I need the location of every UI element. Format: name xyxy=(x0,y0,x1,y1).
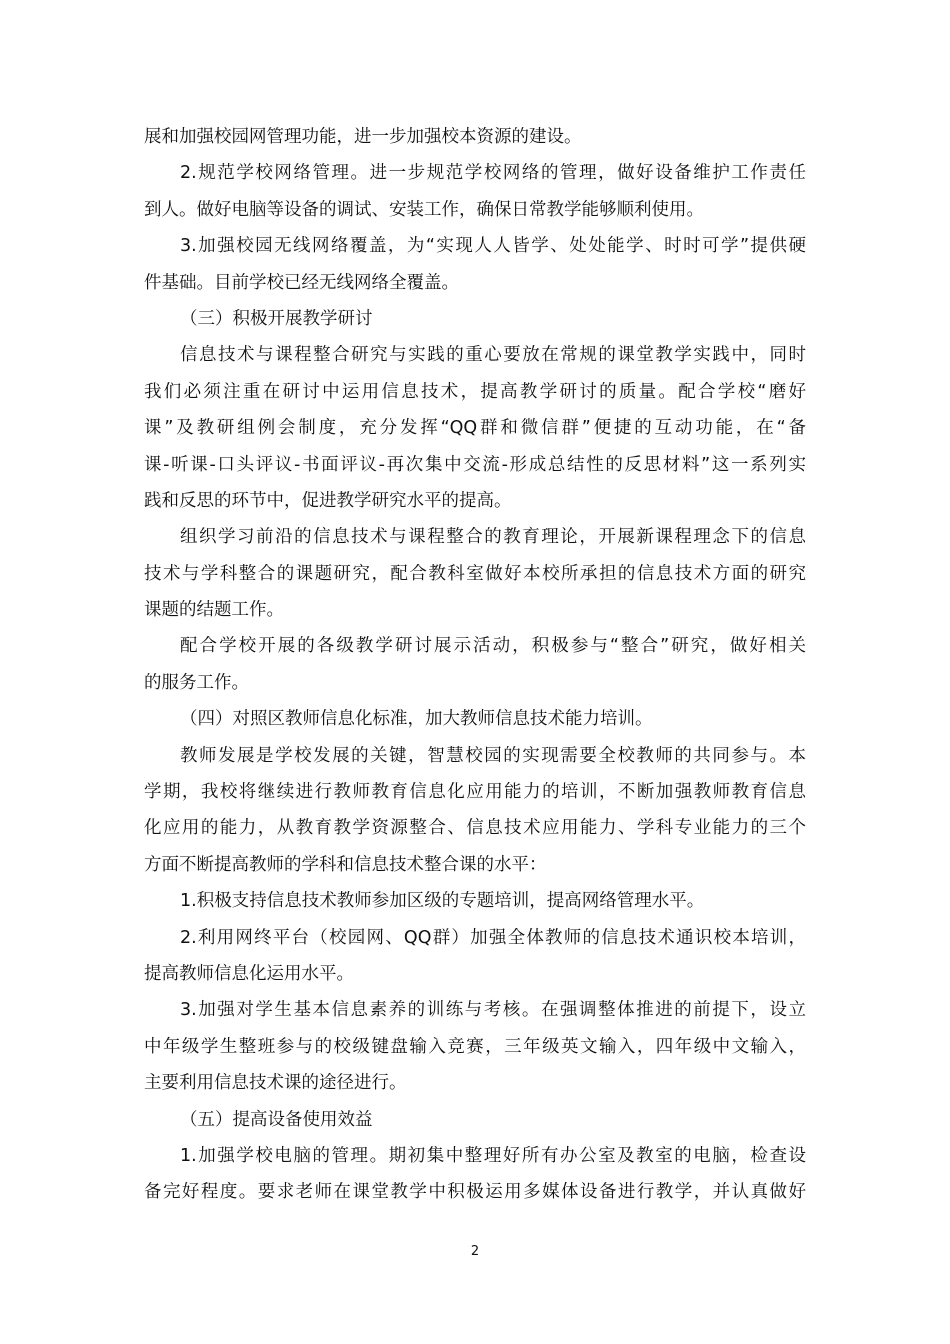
paragraph-line: 3.加强校园无线网络覆盖，为“实现人人皆学、处处能学、时时可学”提供硬 xyxy=(180,236,806,257)
paragraph-line: 的服务工作。 xyxy=(144,672,249,693)
paragraph-line: 中年级学生整班参与的校级键盘输入竞赛，三年级英文输入，四年级中文输入， xyxy=(144,1036,806,1057)
paragraph-line: 方面不断提高教师的学科和信息技术整合课的水平： xyxy=(144,854,547,875)
paragraph-line: 我们必须注重在研讨中运用信息技术，提高教学研讨的质量。配合学校“磨好 xyxy=(144,381,806,402)
paragraph-line: 主要利用信息技术课的途径进行。 xyxy=(144,1073,407,1094)
section-heading: （五）提高设备使用效益 xyxy=(180,1109,373,1130)
paragraph-line: 2.规范学校网络管理。进一步规范学校网络的管理，做好设备维护工作责任 xyxy=(180,163,806,184)
paragraph-line: 教师发展是学校发展的关键，智慧校园的实现需要全校教师的共同参与。本 xyxy=(180,745,806,766)
paragraph-line: 课-听课-口头评议-书面评议-再次集中交流-形成总结性的反思材料”这一系列实 xyxy=(144,454,806,475)
paragraph-line: 提高教师信息化运用水平。 xyxy=(144,963,354,984)
paragraph-line: 备完好程度。要求老师在课堂教学中积极运用多媒体设备进行教学，并认真做好 xyxy=(144,1182,806,1203)
paragraph-line: 化应用的能力，从教育教学资源整合、信息技术应用能力、学科专业能力的三个 xyxy=(144,818,806,839)
paragraph-line: 践和反思的环节中，促进教学研究水平的提高。 xyxy=(144,490,512,511)
paragraph-line: 技术与学科整合的课题研究，配合教科室做好本校所承担的信息技术方面的研究 xyxy=(144,563,806,584)
paragraph-line: 课”及教研组例会制度，充分发挥“QQ群和微信群”便捷的互动功能，在“备 xyxy=(144,418,806,439)
paragraph-line: 2.利用网终平台（校园网、QQ群）加强全体教师的信息技术通识校本培训， xyxy=(180,927,806,948)
paragraph-line: 组织学习前沿的信息技术与课程整合的教育理论，开展新课程理念下的信息 xyxy=(180,527,806,548)
page-number: 2 xyxy=(470,1244,480,1259)
paragraph-line: 信息技术与课程整合研究与实践的重心要放在常规的课堂教学实践中，同时 xyxy=(180,345,806,366)
paragraph-line: 学期，我校将继续进行教师教育信息化应用能力的培训，不断加强教师教育信息 xyxy=(144,782,806,803)
paragraph-line: 课题的结题工作。 xyxy=(144,600,284,621)
section-heading: （三）积极开展教学研讨 xyxy=(180,308,373,329)
paragraph-line: 3.加强对学生基本信息素养的训练与考核。在强调整体推进的前提下，设立 xyxy=(180,1000,806,1021)
section-heading: （四）对照区教师信息化标准，加大教师信息技术能力培训。 xyxy=(180,709,653,730)
paragraph-line: 1.加强学校电脑的管理。期初集中整理好所有办公室及教室的电脑，检查设 xyxy=(180,1145,806,1166)
body-text xyxy=(144,119,806,1211)
paragraph-line: 件基础。目前学校已经无线网络全覆盖。 xyxy=(144,272,459,293)
paragraph-line: 展和加强校园网管理功能，进一步加强校本资源的建设。 xyxy=(144,127,582,147)
paragraph-line: 1.积极支持信息技术教师参加区级的专题培训，提高网络管理水平。 xyxy=(180,891,705,912)
paragraph-line: 到人。做好电脑等设备的调试、安装工作，确保日常教学能够顺利使用。 xyxy=(144,199,704,220)
paragraph-line: 配合学校开展的各级教学研讨展示活动，积极参与“整合”研究，做好相关 xyxy=(180,636,806,657)
